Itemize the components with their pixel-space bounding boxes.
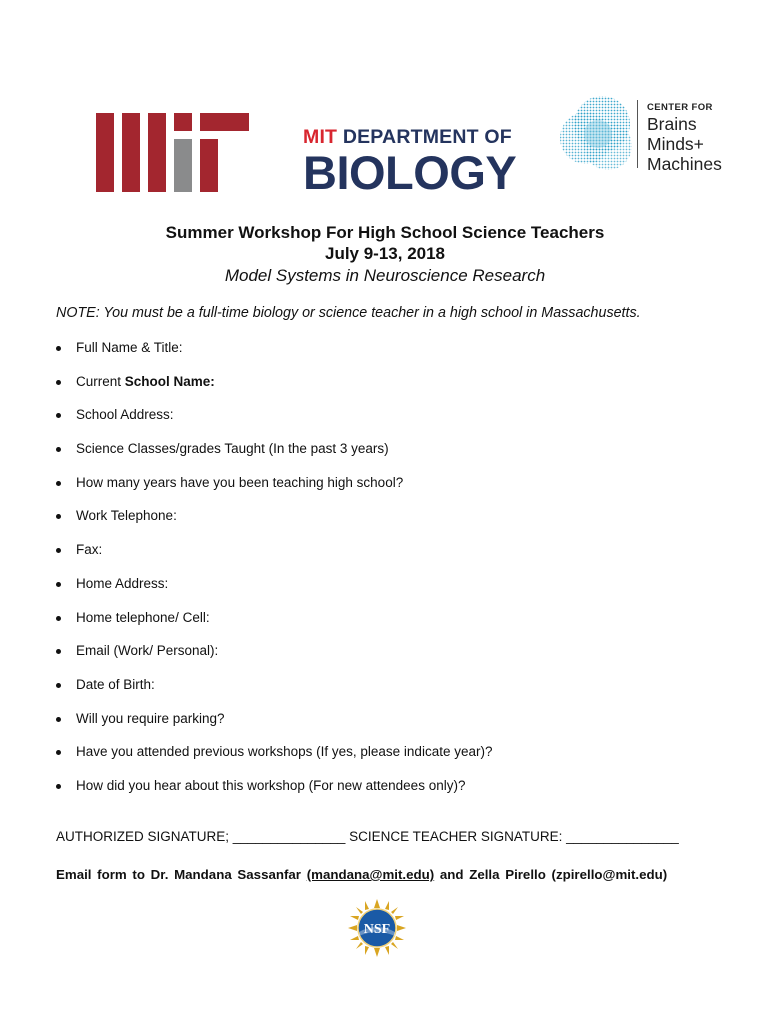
workshop-subtitle: Model Systems in Neuroscience Research: [224, 266, 546, 285]
mit-logo: [96, 113, 249, 192]
field-label: Email (Work/ Personal):: [76, 643, 219, 659]
field-parking[interactable]: [56, 710, 492, 744]
field-label: Have you attended previous workshops (If yes, please indicate year)?: [76, 744, 493, 760]
field-email[interactable]: [56, 642, 492, 676]
page-title: Summer Workshop For High School Science Teachers: [165, 223, 605, 242]
bullet-icon: [56, 380, 61, 385]
field-label: Fax:: [76, 542, 103, 558]
email-prefix: Email form to Dr. Mandana Sassanfar: [56, 867, 307, 882]
field-home-address[interactable]: [56, 575, 492, 609]
field-label: How many years have you been teaching high school?: [76, 474, 404, 490]
bullet-icon: [56, 616, 61, 621]
field-years-teaching[interactable]: [56, 474, 492, 508]
field-work-telephone[interactable]: [56, 507, 492, 541]
field-how-heard[interactable]: [56, 777, 492, 811]
field-full-name[interactable]: [56, 339, 492, 373]
nsf-logo: [347, 898, 407, 958]
cbmm-brains: Brains: [647, 114, 697, 134]
field-school-name[interactable]: [56, 373, 492, 407]
field-label: Date of Birth:: [76, 676, 155, 692]
bullet-icon: [56, 447, 61, 452]
cbmm-logo-text: [647, 102, 722, 174]
field-previous-workshops[interactable]: [56, 743, 492, 777]
field-label: Full Name & Title:: [76, 340, 183, 355]
field-home-telephone[interactable]: [56, 609, 492, 643]
email-suffix: and Zella Pirello (zpirello@mit.edu): [434, 867, 668, 882]
mit-biology-logo: [303, 126, 517, 199]
logo-department-text: DEPARTMENT OF: [342, 126, 512, 148]
field-label: Home Address:: [76, 575, 169, 591]
bullet-icon: [56, 582, 61, 587]
bullet-icon: [56, 649, 61, 654]
nsf-logo-text: NSF: [363, 922, 391, 937]
cbmm-minds: Minds+: [647, 134, 704, 154]
logo-biology-text: BIOLOGY: [303, 146, 517, 199]
field-label: School Address:: [76, 407, 174, 423]
form-fields-list: [56, 339, 492, 811]
logo-mit-text: MIT: [303, 126, 338, 148]
eligibility-note: NOTE: You must be a full-time biology or science teacher in a high school in Massachusetts.: [56, 305, 641, 321]
email-link-mandana[interactable]: (mandana@mit.edu): [306, 867, 435, 882]
field-date-of-birth[interactable]: [56, 676, 492, 710]
bullet-icon: [56, 413, 61, 418]
cbmm-machines: Machines: [647, 154, 722, 174]
cbmm-center-for: CENTER FOR: [647, 102, 713, 113]
document-header: [0, 222, 770, 287]
email-instructions: [56, 867, 667, 882]
field-label-bold: School Name:: [124, 373, 215, 389]
bullet-icon: [56, 481, 61, 486]
cbmm-divider: [637, 100, 638, 168]
bullet-icon: [56, 683, 61, 688]
field-label: How did you hear about this workshop (For new attendees only)?: [76, 777, 466, 793]
bullet-icon: [56, 548, 61, 553]
field-label: Science Classes/grades Taught (In the past 3 years): [76, 441, 389, 457]
field-school-address[interactable]: [56, 406, 492, 440]
cbmm-logo-icon: [556, 94, 636, 174]
signature-line[interactable]: AUTHORIZED SIGNATURE; _______________ SCIENCE TEACHER SIGNATURE: _______________: [56, 829, 679, 844]
field-label: Home telephone/ Cell:: [76, 609, 210, 625]
field-label: Will you require parking?: [76, 710, 225, 726]
header-logos: [0, 0, 770, 210]
field-label: Work Telephone:: [76, 508, 177, 524]
bullet-icon: [56, 784, 61, 789]
bullet-icon: [56, 346, 61, 351]
bullet-icon: [56, 750, 61, 755]
bullet-icon: [56, 514, 61, 519]
field-fax[interactable]: [56, 541, 492, 575]
bullet-icon: [56, 717, 61, 722]
workshop-dates: July 9-13, 2018: [324, 244, 446, 263]
field-classes-taught[interactable]: [56, 440, 492, 474]
field-label-prefix: Current: [76, 373, 125, 389]
